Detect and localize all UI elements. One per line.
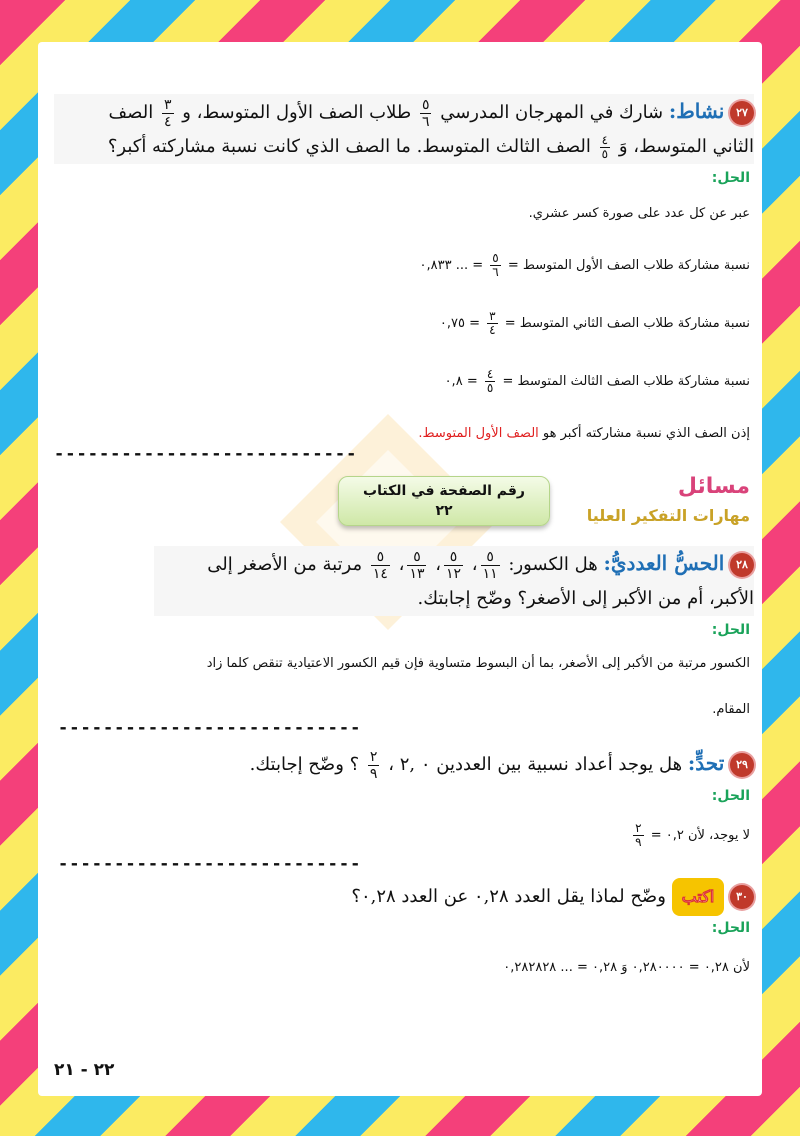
question-text: ؟ وضّح إجابتك. [249,754,360,775]
solution-label: الحل: [711,920,750,936]
fraction: $\frac{٤}{٥}$ [486,367,494,395]
number-sense-keyword: الحسُّ العدديُّ: [603,551,725,575]
fraction: $\frac{٣}{٤}$ [163,96,172,130]
question-text: مرتبة من الأصغر إلى [207,554,363,575]
separator-dashes: --------------------------- [58,854,362,874]
solution-row-1: نسبة مشاركة طلاب الصف الأول المتوسط = $\frac{٥}{٦}$ = ... ٠,٨٣٣ [419,251,750,279]
question-text: الثاني المتوسط، وَ [618,136,754,157]
fraction: $\frac{٣}{٤}$ [489,309,496,337]
worksheet-page [38,42,762,1096]
question-text: الأكبر، أم من الأكبر إلى الأصغر؟ وضّح إجابتك. [417,588,754,609]
fraction: $\frac{٥}{٦}$ [421,96,430,130]
solution-row-2: نسبة مشاركة طلاب الصف الثاني المتوسط = $\frac{٣}{٤}$ = ٠,٧٥ [439,309,750,337]
page-numbers: ٢٢ - ٢١ [54,1060,115,1080]
solution-label: الحل: [711,788,750,804]
question-number: ٢٩ [730,753,754,777]
question-text: هل الكسور: [508,554,598,575]
badge-title: رقم الصفحة في الكتاب [363,483,525,499]
separator-dashes: --------------------------- [58,718,362,738]
question-text: طلاب الصف الأول المتوسط، و [182,102,412,123]
question-text: وضّح لماذا يقل العدد ٠,٢٨ عن العدد ٠,٢٨؟ [351,886,666,907]
fraction: $\frac{٤}{٥}$ [601,132,609,161]
solution-label: الحل: [711,622,750,638]
book-page-badge [338,476,550,526]
question-text: هل يوجد أعداد نسبية بين العددين [436,754,683,775]
solution-label: الحل: [711,170,750,186]
question-text: شارك في المهرجان المدرسي [440,102,664,123]
fraction: $\frac{٥}{١١}$ [482,548,498,582]
fraction: $\frac{٢}{٩}$ [635,821,642,849]
question-30 [351,878,754,916]
solution-answer: لأن ٠,٢٨ = ٠,٢٨٠٠٠٠ وَ ٠,٢٨ = ... ٠,٢٨٢٨٢٨ [503,960,750,975]
repeating-decimal: ٠ ,٢ [399,754,431,775]
challenge-keyword: تحدٍّ: [687,751,725,775]
question-27-line1 [54,94,754,130]
solution-intro: عبر عن كل عدد على صورة كسر عشري. [528,206,750,221]
question-number: ٢٨ [730,553,754,577]
write-keyword: اكتب [672,878,725,916]
fraction: $\frac{٥}{١٤}$ [372,548,388,582]
solution-row-3: نسبة مشاركة طلاب الصف الثالث المتوسط = $\frac{٤}{٥}$ = ٠,٨ [444,367,750,395]
solution-answer: الكسور مرتبة من الأكبر إلى الأصغر، بما أن البسوط متساوية فإن قيم الكسور الاعتيادية تنقص كلما زاد [206,656,750,671]
question-text: الصف الثالث المتوسط. ما الصف الذي كانت نسبة مشاركته أكبر؟ [107,136,591,157]
fraction: $\frac{٥}{١٢}$ [446,548,462,582]
question-number: ٢٧ [730,101,754,125]
badge-page-number: ٢٢ [435,503,453,519]
fraction: $\frac{٢}{٩}$ [369,748,378,782]
solution-answer: لا يوجد، لأن ٠,٢ = $\frac{٢}{٩}$ [635,821,750,849]
activity-keyword: نشاط: [668,99,725,123]
separator-dashes: --------------------------- [54,444,358,464]
solution-answer: المقام. [712,702,750,717]
fraction: $\frac{٥}{٦}$ [492,251,499,279]
answer-highlight: الصف الأول المتوسط. [418,426,539,441]
section-title: مسائل [677,474,750,499]
question-text: الصف [108,102,154,123]
fraction: $\frac{٥}{١٣}$ [409,548,425,582]
question-29: ٢٩ تحدٍّ: هل يوجد أعداد نسبية بين العددين ٠ ,٢ ، $\frac{٢}{٩}$ ؟ وضّح إجابتك. [250,746,754,782]
question-27 [54,94,754,164]
section-subtitle: مهارات التفكير العليا [586,506,750,525]
solution-conclusion: إذن الصف الذي نسبة مشاركته أكبر هو الصف الأول المتوسط. [418,426,750,441]
question-28: ٢٨ الحسُّ العدديُّ: هل الكسور: $\frac{٥}{١١}$ ، $\frac{٥}{١٢}$ ، $\frac{٥}{١٣}$ ، $\frac{٥}{١٤}$ مرتبة من الأصغر إلى الأكبر، أم من الأكبر إلى الأصغر؟ وضّح إجابتك. [154,546,754,616]
question-number: ٣٠ [730,885,754,909]
question-27-line2 [54,130,754,164]
